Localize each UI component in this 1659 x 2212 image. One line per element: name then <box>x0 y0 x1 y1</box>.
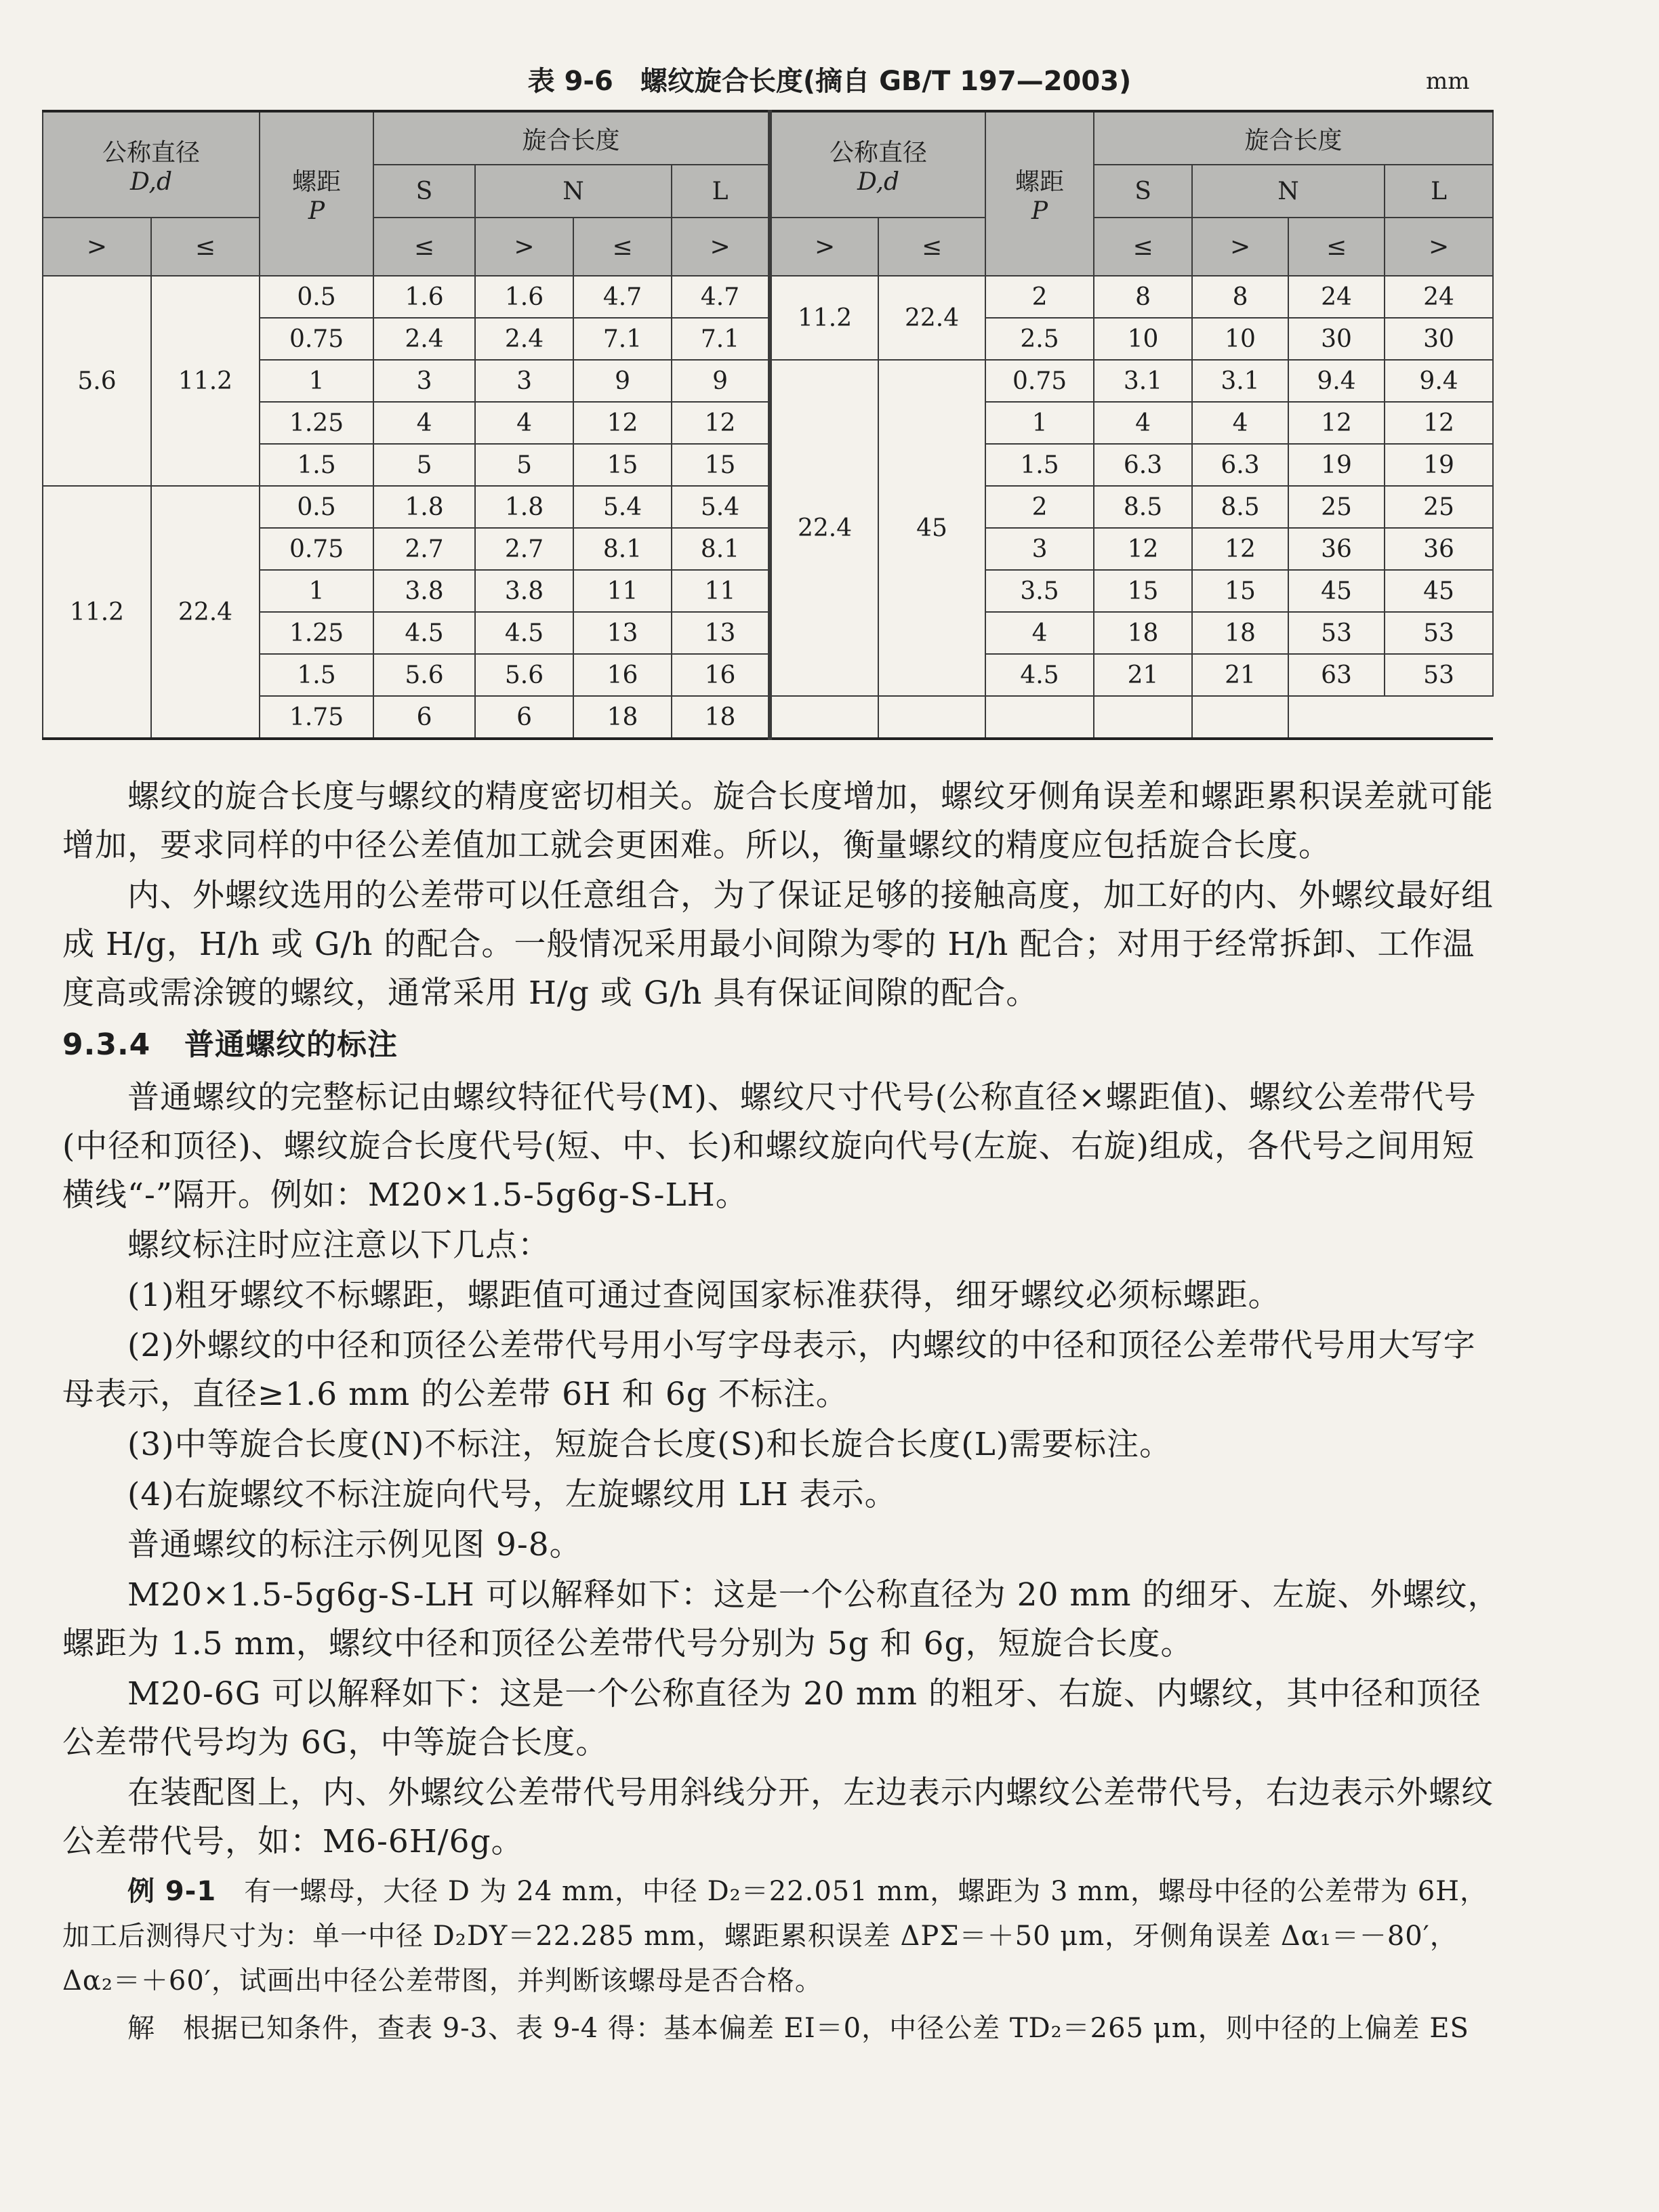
table-cell: 3.1 <box>1192 360 1288 402</box>
table-cell: 5.6 <box>43 276 151 486</box>
table-cell: 9 <box>573 360 672 402</box>
header-gt: > <box>43 218 151 276</box>
table-cell: 3.1 <box>1094 360 1192 402</box>
header-nominal-symbol-right: D,d <box>857 168 900 196</box>
table-cell: 53 <box>1288 612 1385 654</box>
table-row <box>43 654 1493 696</box>
paragraph: 在装配图上，内、外螺纹公差带代号用斜线分开，左边表示内螺纹公差带代号，右边表示外螺纹公差带代号，如：M6-6H/6g。 <box>62 1774 1494 1860</box>
table-cell: 30 <box>1288 318 1385 360</box>
table-cell: 45 <box>878 360 985 696</box>
table-cell: 25 <box>1385 486 1493 528</box>
table-cell: 15 <box>672 444 770 486</box>
table-row <box>43 360 1493 402</box>
table-cell: 1.5 <box>985 444 1094 486</box>
header-s-right: S <box>1094 165 1192 218</box>
table-cell: 12 <box>1094 528 1192 570</box>
paragraph: M20×1.5-5g6g-S-LH 可以解释如下：这是一个公称直径为 20 mm 的细牙、左旋、外螺纹，螺距为 1.5 mm，螺纹中径和顶径公差带代号分别为 5g 和 6g，短旋合长度。 <box>62 1576 1500 1662</box>
table-cell: 13 <box>672 612 770 654</box>
table-cell: 3.8 <box>475 570 573 612</box>
table-cell: 10 <box>1094 318 1192 360</box>
table-cell: 36 <box>1288 528 1385 570</box>
table-cell: 4.5 <box>475 612 573 654</box>
table-cell: 63 <box>1288 654 1385 696</box>
table-cell: 1.6 <box>475 276 573 318</box>
engagement-length-table <box>42 110 1494 740</box>
header-pitch-right <box>985 111 1094 276</box>
table-row <box>43 528 1493 570</box>
table-cell: 5 <box>475 444 573 486</box>
header-pitch <box>260 111 373 276</box>
table-cell: 4 <box>475 402 573 444</box>
header-n-right: N <box>1192 165 1385 218</box>
table-cell: 0.75 <box>260 528 373 570</box>
table-cell: 2.5 <box>985 318 1094 360</box>
table-cell: 10 <box>1192 318 1288 360</box>
table-cell: 0.5 <box>260 486 373 528</box>
table-cell: 18 <box>573 696 672 739</box>
table-cell: 45 <box>1288 570 1385 612</box>
paragraph: 螺纹的旋合长度与螺纹的精度密切相关。旋合长度增加，螺纹牙侧角误差和螺距累积误差就可能增加，要求同样的中径公差值加工就会更困难。所以，衡量螺纹的精度应包括旋合长度。 <box>62 778 1494 864</box>
table-cell: 15 <box>1094 570 1192 612</box>
table-cell: 1.5 <box>260 654 373 696</box>
header-le-right: ≤ <box>878 218 985 276</box>
table-cell: 3.8 <box>373 570 475 612</box>
table-cell: 16 <box>573 654 672 696</box>
paragraph: (4)右旋螺纹不标注旋向代号，左旋螺纹用 LH 表示。 <box>127 1476 897 1513</box>
solution-line: 解 根据已知条件，查表 9-3、表 9-4 得：基本偏差 EI＝0，中径公差 TD₂＝265 μm，则中径的上偏差 ES <box>127 2013 1469 2044</box>
table-cell: 53 <box>1385 654 1493 696</box>
table-cell <box>878 696 985 739</box>
table-cell: 1 <box>985 402 1094 444</box>
header-nominal-diameter-right <box>770 111 985 218</box>
table-cell: 12 <box>1192 528 1288 570</box>
header-pitch-symbol-right: P <box>1031 197 1048 225</box>
header-s: S <box>373 165 475 218</box>
table-cell: 25 <box>1288 486 1385 528</box>
table-cell: 18 <box>672 696 770 739</box>
table-cell: 12 <box>1385 402 1493 444</box>
table-cell: 3 <box>985 528 1094 570</box>
table-cell: 18 <box>1094 612 1192 654</box>
header-engagement-length-right: 旋合长度 <box>1094 111 1493 165</box>
table-cell: 0.75 <box>985 360 1094 402</box>
table-cell: 11.2 <box>770 276 878 360</box>
table-cell: 4 <box>373 402 475 444</box>
table-cell: 2 <box>985 486 1094 528</box>
header-nominal-label: 公称直径 <box>102 139 201 167</box>
table-cell: 22.4 <box>770 360 878 696</box>
table-caption: 表 9-6 螺纹旋合长度(摘自 GB/T 197—2003) <box>527 66 1132 97</box>
table-unit: mm <box>1426 68 1470 95</box>
table-row <box>43 444 1493 486</box>
table-cell: 19 <box>1288 444 1385 486</box>
paragraph: (1)粗牙螺纹不标螺距，螺距值可通过查阅国家标准获得，细牙螺纹必须标螺距。 <box>127 1277 1281 1314</box>
header-s-le-right: ≤ <box>1094 218 1192 276</box>
header-l-gt: > <box>672 218 770 276</box>
table-cell: 6.3 <box>1192 444 1288 486</box>
header-gt-right: > <box>770 218 878 276</box>
table-cell: 22.4 <box>151 486 260 739</box>
table-cell: 13 <box>573 612 672 654</box>
table-cell: 7.1 <box>573 318 672 360</box>
table-cell: 15 <box>1192 570 1288 612</box>
table-cell: 9.4 <box>1385 360 1493 402</box>
table-cell: 6.3 <box>1094 444 1192 486</box>
table-row <box>43 696 1493 739</box>
example-label: 例 9-1 <box>127 1876 217 1907</box>
paragraph: (3)中等旋合长度(N)不标注，短旋合长度(S)和长旋合长度(L)需要标注。 <box>127 1426 1172 1463</box>
section-heading <box>62 1021 1506 1069</box>
section-title: 普通螺纹的标注 <box>184 1027 398 1062</box>
table-cell: 12 <box>1288 402 1385 444</box>
table-row <box>43 486 1493 528</box>
table-cell: 36 <box>1385 528 1493 570</box>
table-cell: 1.6 <box>373 276 475 318</box>
table-cell: 7.1 <box>672 318 770 360</box>
table-cell: 5.4 <box>672 486 770 528</box>
table-cell: 15 <box>573 444 672 486</box>
table-cell: 11.2 <box>151 276 260 486</box>
paragraph: 螺纹标注时应注意以下几点： <box>127 1227 550 1264</box>
body-text <box>62 773 1506 2052</box>
table-cell: 8.5 <box>1192 486 1288 528</box>
header-engagement-length: 旋合长度 <box>373 111 770 165</box>
header-n: N <box>475 165 672 218</box>
table-cell: 5.6 <box>475 654 573 696</box>
table-cell: 3 <box>475 360 573 402</box>
table-cell: 2.7 <box>475 528 573 570</box>
table-cell: 2.4 <box>475 318 573 360</box>
table-cell: 2.4 <box>373 318 475 360</box>
table-cell <box>1094 696 1192 739</box>
table-cell: 8 <box>1094 276 1192 318</box>
header-pitch-label-right: 螺距 <box>1015 168 1065 196</box>
table-cell: 11 <box>672 570 770 612</box>
table-cell: 16 <box>672 654 770 696</box>
table-cell: 4.7 <box>672 276 770 318</box>
table-cell <box>985 696 1094 739</box>
table-cell <box>1192 696 1288 739</box>
table-row <box>43 276 1493 318</box>
table-cell: 24 <box>1385 276 1493 318</box>
table-cell: 9.4 <box>1288 360 1385 402</box>
table-cell: 1.5 <box>260 444 373 486</box>
paragraph: M20-6G 可以解释如下：这是一个公称直径为 20 mm 的粗牙、右旋、内螺纹，其中径和顶径公差带代号均为 6G，中等旋合长度。 <box>62 1675 1481 1761</box>
table-cell: 6 <box>373 696 475 739</box>
table-row <box>43 612 1493 654</box>
table-cell: 12 <box>573 402 672 444</box>
table-row <box>43 318 1493 360</box>
header-n-le-right: ≤ <box>1288 218 1385 276</box>
section-number: 9.3.4 <box>62 1027 151 1062</box>
table-cell: 5.6 <box>373 654 475 696</box>
table-cell: 1 <box>260 570 373 612</box>
table-cell: 1 <box>260 360 373 402</box>
header-n-gt: > <box>475 218 573 276</box>
table-cell: 22.4 <box>878 276 985 360</box>
header-nominal-symbol: D,d <box>129 168 173 196</box>
paragraph: 内、外螺纹选用的公差带可以任意组合，为了保证足够的接触高度，加工好的内、外螺纹最好组成 H/g，H/h 或 G/h 的配合。一般情况采用最小间隙为零的 H/h 配合；对用于经常拆卸、工作温度高或需涂镀的螺纹，通常采用 H/g 或 G/h 具有保证间隙的配合。 <box>62 877 1494 1012</box>
table-cell: 12 <box>672 402 770 444</box>
table-cell: 4.5 <box>985 654 1094 696</box>
header-n-gt-right: > <box>1192 218 1288 276</box>
table-cell: 11.2 <box>43 486 151 739</box>
table-cell: 1.75 <box>260 696 373 739</box>
table-cell: 24 <box>1288 276 1385 318</box>
table-cell: 1.8 <box>475 486 573 528</box>
table-cell: 19 <box>1385 444 1493 486</box>
table-row <box>43 570 1493 612</box>
table-cell: 45 <box>1385 570 1493 612</box>
table-cell: 8 <box>1192 276 1288 318</box>
table-cell: 3.5 <box>985 570 1094 612</box>
table-cell: 2.7 <box>373 528 475 570</box>
header-s-le: ≤ <box>373 218 475 276</box>
table-cell: 9 <box>672 360 770 402</box>
table-cell: 18 <box>1192 612 1288 654</box>
header-l-gt-right: > <box>1385 218 1493 276</box>
header-pitch-symbol: P <box>308 197 325 225</box>
header-n-le: ≤ <box>573 218 672 276</box>
example-text: 有一螺母，大径 D 为 24 mm，中径 D₂＝22.051 mm，螺距为 3 mm，螺母中径的公差带为 6H，加工后测得尺寸为：单一中径 D₂DY＝22.285 mm，螺距累积误差 ΔPΣ＝＋50 μm，牙侧角误差 Δα₁＝－80′，Δα₂＝＋60′，试画出中径公差带图，并判断该螺母是否合格。 <box>62 1876 1488 1996</box>
header-nominal-label-right: 公称直径 <box>830 139 928 167</box>
table-cell: 1.25 <box>260 402 373 444</box>
table-cell: 8.5 <box>1094 486 1192 528</box>
table-cell: 21 <box>1094 654 1192 696</box>
paragraph: (2)外螺纹的中径和顶径公差带代号用小写字母表示，内螺纹的中径和顶径公差带代号用大写字母表示，直径≥1.6 mm 的公差带 6H 和 6g 不标注。 <box>62 1327 1476 1413</box>
table-cell: 11 <box>573 570 672 612</box>
table-cell: 21 <box>1192 654 1288 696</box>
paragraph: 普通螺纹的完整标记由螺纹特征代号(M)、螺纹尺寸代号(公称直径×螺距值)、螺纹公差带代号(中径和顶径)、螺纹旋合长度代号(短、中、长)和螺纹旋向代号(左旋、右旋)组成，各代号之间用短横线“-”隔开。例如：M20×1.5-5g6g-S-LH。 <box>62 1079 1477 1214</box>
table-cell <box>770 696 878 739</box>
header-le: ≤ <box>151 218 260 276</box>
table-cell: 0.5 <box>260 276 373 318</box>
header-pitch-label: 螺距 <box>292 168 342 196</box>
table-row <box>43 402 1493 444</box>
table-cell: 4.7 <box>573 276 672 318</box>
table-cell: 3 <box>373 360 475 402</box>
table-cell: 0.75 <box>260 318 373 360</box>
table-cell: 5 <box>373 444 475 486</box>
table-cell: 30 <box>1385 318 1493 360</box>
table-cell: 4.5 <box>373 612 475 654</box>
table-cell: 5.4 <box>573 486 672 528</box>
header-l-right: L <box>1385 165 1493 218</box>
table-cell: 6 <box>475 696 573 739</box>
table-cell: 1.25 <box>260 612 373 654</box>
table-cell: 4 <box>1192 402 1288 444</box>
table-body <box>43 276 1493 739</box>
table-cell: 8.1 <box>672 528 770 570</box>
paragraph: 普通螺纹的标注示例见图 9-8。 <box>127 1526 582 1563</box>
table-cell: 53 <box>1385 612 1493 654</box>
table-cell: 4 <box>985 612 1094 654</box>
table-cell: 2 <box>985 276 1094 318</box>
table-cell: 8.1 <box>573 528 672 570</box>
table-cell: 4 <box>1094 402 1192 444</box>
header-l: L <box>672 165 770 218</box>
table-cell: 1.8 <box>373 486 475 528</box>
example-paragraph <box>62 1869 1506 2003</box>
header-nominal-diameter <box>43 111 260 218</box>
